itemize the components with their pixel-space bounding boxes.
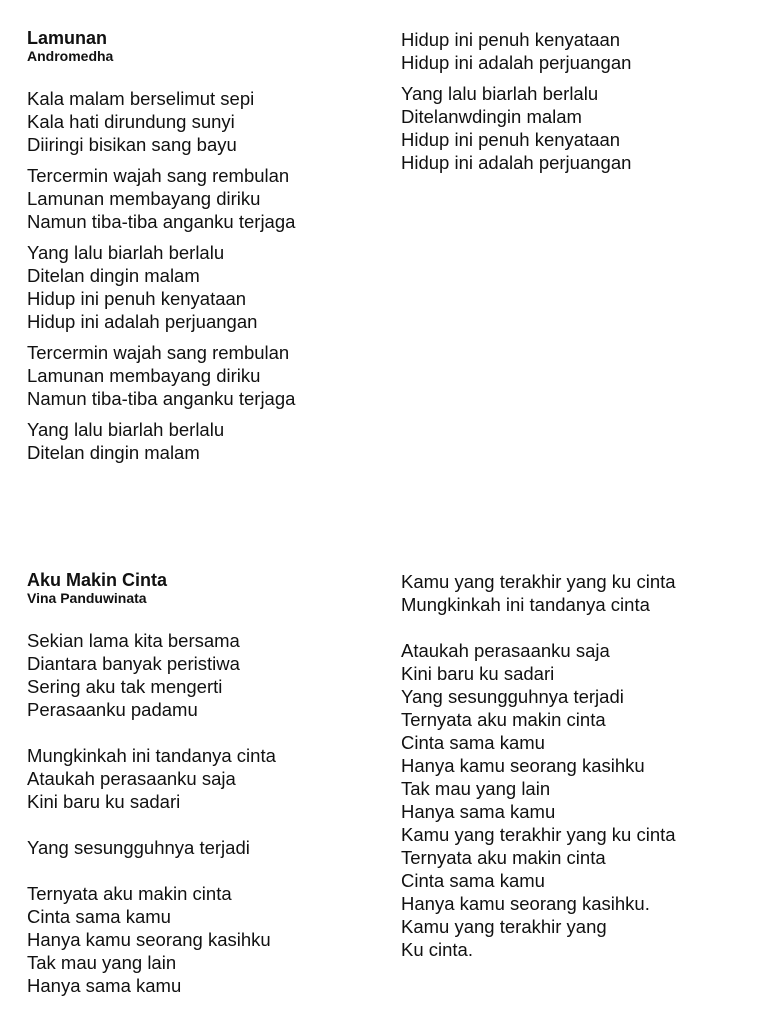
lyric-line: Hidup ini adalah perjuangan <box>401 52 632 73</box>
lyric-line: Tak mau yang lain <box>401 778 551 799</box>
stanza <box>27 87 377 156</box>
stanza <box>27 882 377 997</box>
stanza <box>27 164 377 233</box>
lyric-line: Ataukah perasaanku saja <box>27 768 236 789</box>
song-right-column <box>401 570 751 984</box>
stanza <box>27 341 377 410</box>
lyric-line: Ditelanwdingin malam <box>401 106 582 127</box>
stanza <box>27 836 377 859</box>
lyric-line: Kamu yang terakhir yang ku cinta <box>401 824 676 845</box>
lyric-line: Hidup ini penuh kenyataan <box>401 29 621 50</box>
song-artist: Vina Panduwinata <box>27 590 147 606</box>
lyric-line: Yang sesungguhnya terjadi <box>27 837 250 858</box>
lyric-line: Namun tiba-tiba anganku terjaga <box>27 211 296 232</box>
lyric-line: Diantara banyak peristiwa <box>27 653 240 674</box>
lyric-line: Yang sesungguhnya terjadi <box>401 686 624 707</box>
stanza <box>27 744 377 813</box>
lyric-line: Ternyata aku makin cinta <box>27 883 232 904</box>
stanza <box>401 28 751 74</box>
lyric-line: Ditelan dingin malam <box>27 442 200 463</box>
lyric-line: Ataukah perasaanku saja <box>401 640 610 661</box>
lyric-line: Diiringi bisikan sang bayu <box>27 134 237 155</box>
lyric-line: Hanya kamu seorang kasihku. <box>401 893 650 914</box>
lyrics <box>27 87 377 464</box>
song-left-column <box>27 28 377 472</box>
lyric-line: Hidup ini adalah perjuangan <box>27 311 258 332</box>
lyric-line: Kini baru ku sadari <box>27 791 181 812</box>
lyrics <box>401 28 751 174</box>
lyric-line: Tak mau yang lain <box>27 952 177 973</box>
lyric-line: Lamunan membayang diriku <box>27 188 261 209</box>
lyric-line: Hanya sama kamu <box>27 975 182 996</box>
stanza <box>27 241 377 333</box>
stanza <box>401 82 751 174</box>
lyric-line: Tercermin wajah sang rembulan <box>27 342 290 363</box>
lyric-line: Perasaanku padamu <box>27 699 198 720</box>
lyrics <box>401 570 751 961</box>
lyric-line: Ternyata aku makin cinta <box>401 847 606 868</box>
lyric-line: Hidup ini penuh kenyataan <box>401 129 621 150</box>
lyric-line: Mungkinkah ini tandanya cinta <box>401 594 650 615</box>
stanza <box>401 570 751 616</box>
lyric-line: Ditelan dingin malam <box>27 265 200 286</box>
lyric-line: Mungkinkah ini tandanya cinta <box>27 745 276 766</box>
lyric-line: Hanya kamu seorang kasihku <box>27 929 271 950</box>
lyric-line: Hanya kamu seorang kasihku <box>401 755 645 776</box>
lyric-line: Lamunan membayang diriku <box>27 365 261 386</box>
lyric-line: Sering aku tak mengerti <box>27 676 223 697</box>
lyric-line: Ku cinta. <box>401 939 473 960</box>
song-artist: Andromedha <box>27 48 114 64</box>
lyric-line: Kini baru ku sadari <box>401 663 555 684</box>
song-title: Aku Makin Cinta <box>27 570 168 590</box>
lyric-line: Cinta sama kamu <box>401 870 545 891</box>
lyric-line: Kamu yang terakhir yang <box>401 916 607 937</box>
lyric-line: Kala hati dirundung sunyi <box>27 111 235 132</box>
stanza <box>27 418 377 464</box>
lyric-line: Hidup ini penuh kenyataan <box>27 288 247 309</box>
song-left-column <box>27 570 377 1020</box>
lyric-line: Yang lalu biarlah berlalu <box>401 83 599 104</box>
lyric-line: Cinta sama kamu <box>401 732 545 753</box>
lyric-line: Kala malam berselimut sepi <box>27 88 255 109</box>
lyric-line: Kamu yang terakhir yang ku cinta <box>401 571 676 592</box>
lyrics <box>27 629 377 997</box>
song-right-column <box>401 28 751 182</box>
song-title: Lamunan <box>27 28 108 48</box>
lyric-line: Tercermin wajah sang rembulan <box>27 165 290 186</box>
stanza <box>27 629 377 721</box>
lyric-line: Ternyata aku makin cinta <box>401 709 606 730</box>
stanza <box>401 639 751 961</box>
lyric-line: Cinta sama kamu <box>27 906 171 927</box>
lyric-line: Sekian lama kita bersama <box>27 630 240 651</box>
lyric-line: Hidup ini adalah perjuangan <box>401 152 632 173</box>
lyric-line: Namun tiba-tiba anganku terjaga <box>27 388 296 409</box>
lyric-line: Yang lalu biarlah berlalu <box>27 419 225 440</box>
lyric-line: Hanya sama kamu <box>401 801 556 822</box>
lyric-line: Yang lalu biarlah berlalu <box>27 242 225 263</box>
